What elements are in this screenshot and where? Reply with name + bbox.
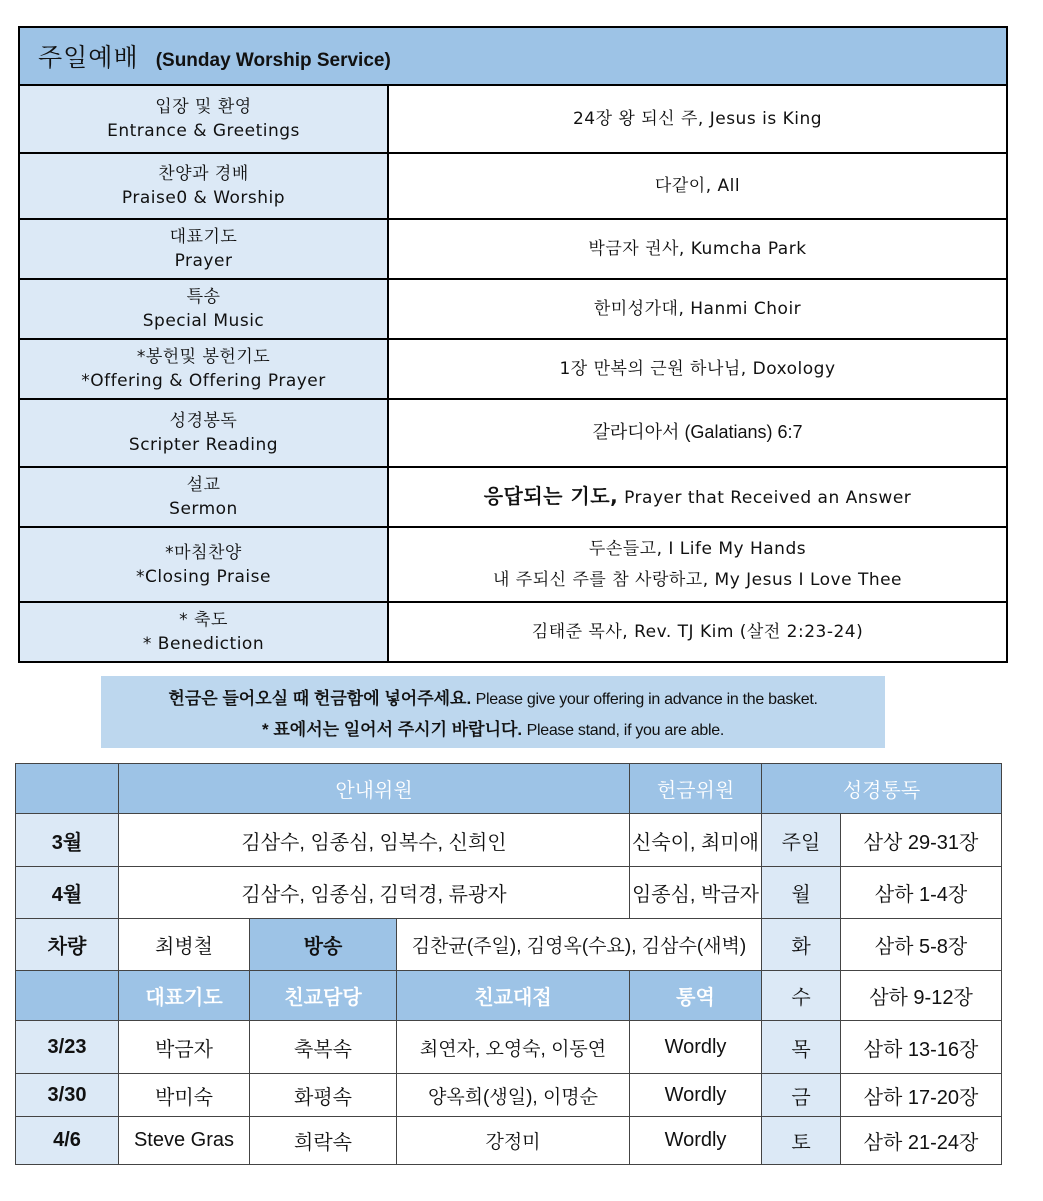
order-label-en: Prayer: [174, 251, 233, 271]
order-value: [388, 527, 1007, 602]
fellowship-group: 희락속: [250, 1117, 397, 1165]
broadcast-names: 김찬균(주일), 김영옥(수요), 김삼수(새벽): [397, 919, 762, 971]
note-line-1: [101, 684, 885, 715]
order-label-en: Entrance & Greetings: [107, 121, 300, 141]
reading-day: 토: [762, 1117, 841, 1165]
order-label-en: *Offering & Offering Prayer: [81, 371, 326, 391]
header-offering: 헌금위원: [630, 764, 762, 814]
reading-range: 삼하 13-16장: [841, 1021, 1002, 1074]
broadcast-label: 방송: [250, 919, 397, 971]
subheader-hosts: 친교대접: [397, 971, 630, 1021]
subheader-prayer: 대표기도: [119, 971, 250, 1021]
ushers-names: 김삼수, 임종심, 김덕경, 류광자: [119, 867, 630, 919]
reading-day: 목: [762, 1021, 841, 1074]
subheader-fellowship: 친교담당: [250, 971, 397, 1021]
order-label-ko: 찬양과 경배: [158, 164, 249, 184]
order-value: 1장 만복의 근원 하나님, Doxology: [388, 339, 1007, 399]
reading-day: 주일: [762, 814, 841, 867]
order-label-en: Special Music: [142, 311, 265, 331]
offering-names: 임종심, 박금자: [630, 867, 762, 919]
week-date: 3/23: [16, 1021, 119, 1074]
subheader-interpretation: 통역: [630, 971, 762, 1021]
order-value: 박금자 권사, Kumcha Park: [388, 219, 1007, 279]
interpreter: Wordly: [630, 1021, 762, 1074]
fellowship-hosts: 강정미: [397, 1117, 630, 1165]
order-label: [19, 339, 388, 399]
week-date: 3/30: [16, 1074, 119, 1117]
order-label: [19, 527, 388, 602]
order-label: [19, 153, 388, 219]
worship-title: [19, 27, 1007, 85]
month-label: 4월: [16, 867, 119, 919]
header-ushers: 안내위원: [119, 764, 630, 814]
header-blank: [16, 764, 119, 814]
order-label-ko: 입장 및 환영: [155, 97, 252, 117]
reading-range: 삼하 5-8장: [841, 919, 1002, 971]
header-bible-reading: 성경통독: [762, 764, 1002, 814]
ushers-names: 김삼수, 임종심, 임복수, 신희인: [119, 814, 630, 867]
reading-range: 삼하 17-20장: [841, 1074, 1002, 1117]
fellowship-hosts: 최연자, 오영숙, 이동연: [397, 1021, 630, 1074]
note-line-1-en: Please give your offering in advance in the basket.: [475, 691, 818, 708]
fellowship-group: 축복속: [250, 1021, 397, 1074]
scripture-reference: 갈라디아서 (Galatians) 6:7: [592, 422, 803, 442]
order-label-ko: 특송: [186, 287, 221, 307]
vehicle-name: 최병철: [119, 919, 250, 971]
order-label-en: Praise0 & Worship: [121, 188, 286, 208]
fellowship-group: 화평속: [250, 1074, 397, 1117]
order-label: [19, 85, 388, 153]
note-line-2-ko: * 표에서는 일어서 주시기 바랍니다.: [262, 720, 523, 739]
reading-day: 금: [762, 1074, 841, 1117]
order-value: [388, 399, 1007, 467]
order-value: 한미성가대, Hanmi Choir: [388, 279, 1007, 339]
worship-title-en: (Sunday Worship Service): [155, 50, 391, 71]
reading-range: 삼하 9-12장: [841, 971, 1002, 1021]
note-line-1-ko: 헌금은 들어오실 때 헌금함에 넣어주세요.: [168, 689, 472, 708]
order-label-ko: 대표기도: [169, 227, 238, 247]
prayer-leader: Steve Gras: [119, 1117, 250, 1165]
order-value: 24장 왕 되신 주, Jesus is King: [388, 85, 1007, 153]
offering-names: 신숙이, 최미애: [630, 814, 762, 867]
order-label-en: *Closing Praise: [136, 566, 271, 587]
reading-range: 삼하 1-4장: [841, 867, 1002, 919]
fellowship-hosts: 양옥희(생일), 이명순: [397, 1074, 630, 1117]
month-label: 3월: [16, 814, 119, 867]
note-line-2: [101, 715, 885, 746]
reading-day: 수: [762, 971, 841, 1021]
order-label: [19, 399, 388, 467]
order-label-en: Scripter Reading: [128, 435, 279, 455]
order-label: [19, 279, 388, 339]
reading-day: 화: [762, 919, 841, 971]
order-label-en: * Benediction: [142, 634, 265, 654]
worship-title-ko: 주일예배: [38, 43, 139, 72]
reading-day: 월: [762, 867, 841, 919]
reading-range: 삼하 21-24장: [841, 1117, 1002, 1165]
closing-hymn-2: 내 주되신 주를 참 사랑하고, My Jesus I Love Thee: [492, 569, 903, 590]
order-label-ko: *마침찬양: [165, 542, 242, 563]
order-value: 김태준 목사, Rev. TJ Kim (살전 2:23-24): [388, 602, 1007, 662]
order-label-ko: * 축도: [179, 610, 228, 630]
prayer-leader: 박금자: [119, 1021, 250, 1074]
order-value: 다같이, All: [388, 153, 1007, 219]
order-label-en: Sermon: [169, 499, 238, 519]
worship-order-table: [18, 26, 1008, 663]
reading-range: 삼상 29-31장: [841, 814, 1002, 867]
interpreter: Wordly: [630, 1117, 762, 1165]
offering-note: [101, 676, 885, 748]
order-label-ko: 성경봉독: [169, 411, 238, 431]
sermon-title-ko: 응답되는 기도,: [483, 483, 619, 508]
order-label: [19, 219, 388, 279]
week-date: 4/6: [16, 1117, 119, 1165]
subheader-blank: [16, 971, 119, 1021]
note-line-2-en: Please stand, if you are able.: [526, 722, 724, 739]
prayer-leader: 박미숙: [119, 1074, 250, 1117]
order-label: [19, 602, 388, 662]
interpreter: Wordly: [630, 1074, 762, 1117]
closing-hymn-1: 두손들고, I Life My Hands: [588, 538, 807, 559]
order-value: [388, 467, 1007, 527]
sermon-title-en: Prayer that Received an Answer: [624, 487, 912, 508]
vehicle-label: 차량: [16, 919, 119, 971]
volunteer-schedule-table: [15, 763, 1002, 1165]
order-label: [19, 467, 388, 527]
order-label-ko: 설교: [186, 475, 221, 495]
order-label-ko: *봉헌및 봉헌기도: [136, 347, 271, 367]
